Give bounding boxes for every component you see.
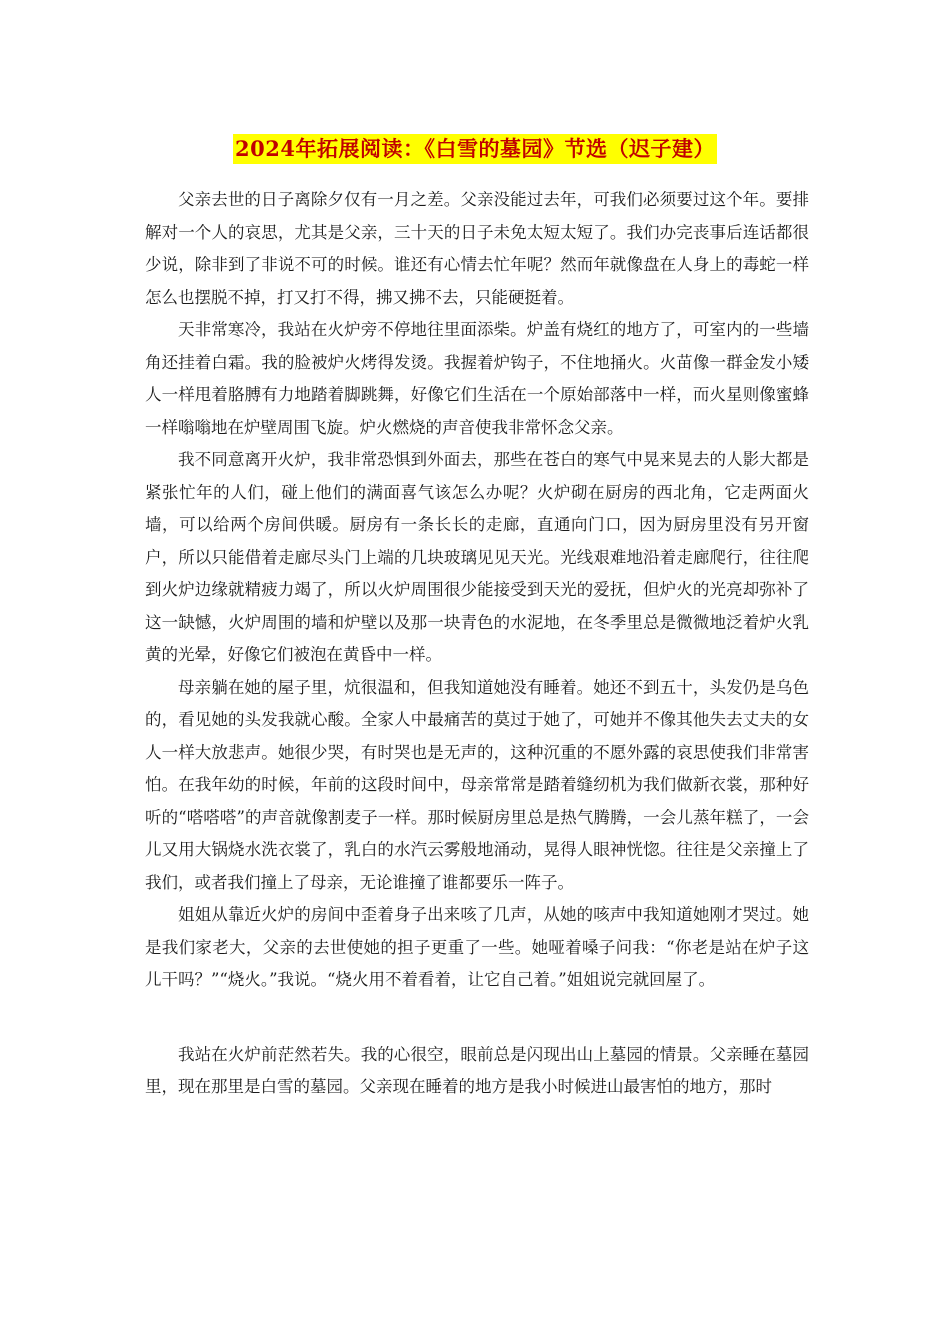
paragraph: 我不同意离开火炉，我非常恐惧到外面去，那些在苍白的寒气中晃来晃去的人影大都是紧张忙年的人们，碰上他们的满面喜气该怎么办呢？火炉砌在厨房的西北角，它走两面火墙，可以给两个房间供暖。厨房有一条长长的走廊，直通向门口，因为厨房里没有另开窗户，所以只能借着走廊尽头门上端的几块玻璃见见天光。光线艰难地沿着走廊爬行，往往爬到火炉边缘就精疲力竭了，所以火炉周围很少能接受到天光的爱抚，但炉火的光亮却弥补了这一缺憾，火炉周围的墙和炉壁以及那一块青色的水泥地，在冬季里总是微微地泛着炉火乳黄的光晕，好像它们被泡在黄昏中一样。 bbox=[145, 450, 809, 664]
paragraph: 姐姐从靠近火炉的房间中歪着身子出来咳了几声，从她的咳声中我知道她刚才哭过。她是我们家老大，父亲的去世使她的担子更重了一些。她哑着嗓子问我：“你老是站在炉子这儿干吗？”“烧火。”我说。“烧火用不着看着，让它自己着。”姐姐说完就回屋了。 bbox=[145, 905, 809, 989]
title-row bbox=[0, 134, 950, 164]
paragraph: 我站在火炉前茫然若失。我的心很空，眼前总是闪现出山上墓园的情景。父亲睡在墓园里，现在那里是白雪的墓园。父亲现在睡着的地方是我小时候进山最害怕的地方，那时 bbox=[145, 1044, 809, 1096]
paragraph-spacer bbox=[145, 997, 809, 1039]
article-body bbox=[145, 184, 809, 1104]
document-title: 2024年拓展阅读：《白雪的墓园》节选（迟子建） bbox=[233, 134, 717, 164]
paragraph: 母亲躺在她的屋子里，炕很温和，但我知道她没有睡着。她还不到五十，头发仍是乌色的，看见她的头发我就心酸。全家人中最痛苦的莫过于她了，可她并不像其他失去丈夫的女人一样大放悲声。她很少哭，有时哭也是无声的，这种沉重的不愿外露的哀思使我们非常害怕。在我年幼的时候，年前的这段时间中，母亲常常是踏着缝纫机为我们做新衣裳，那种好听的“嗒嗒嗒”的声音就像割麦子一样。那时候厨房里总是热气腾腾，一会儿蒸年糕了，一会儿又用大锅烧水洗衣裳了，乳白的水汽云雾般地涌动，晃得人眼神恍惚。往往是父亲撞上了我们，或者我们撞上了母亲，无论谁撞了谁都要乐一阵子。 bbox=[145, 677, 809, 892]
paragraph: 父亲去世的日子离除夕仅有一月之差。父亲没能过去年，可我们必须要过这个年。要排解对一个人的哀思，尤其是父亲，三十天的日子未免太短太短了。我们办完丧事后连话都很少说，除非到了非说不可的时候。谁还有心情去忙年呢？然而年就像盘在人身上的毒蛇一样怎么也摆脱不掉，打又打不得，拂又拂不去，只能硬挺着。 bbox=[145, 190, 809, 307]
paragraph: 天非常寒冷，我站在火炉旁不停地往里面添柴。炉盖有烧红的地方了，可室内的一些墙角还挂着白霜。我的脸被炉火烤得发烫。我握着炉钩子，不住地捅火。火苗像一群金发小矮人一样甩着胳膊有力地踏着脚跳舞，好像它们生活在一个原始部落中一样，而火星则像蜜蜂一样嗡嗡地在炉壁周围飞旋。炉火燃烧的声音使我非常怀念父亲。 bbox=[145, 320, 809, 437]
